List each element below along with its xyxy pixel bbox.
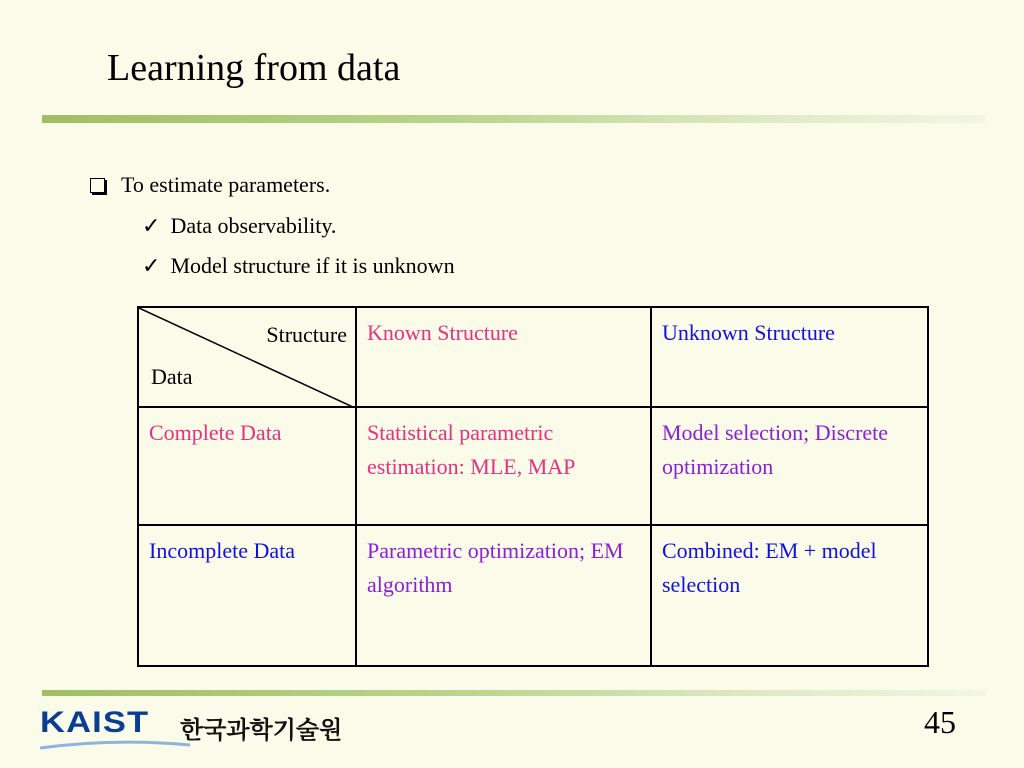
table-header-row: [138, 307, 928, 407]
table-row: [138, 525, 928, 666]
sub-bullet-text: Model structure if it is unknown: [170, 253, 455, 278]
swoosh-icon: [40, 740, 190, 750]
row-label-complete-data: Complete Data: [138, 407, 356, 525]
page-number: 45: [924, 704, 956, 740]
table-cell: Statistical parametric estimation: MLE, MAP: [356, 407, 651, 525]
footer-divider: [42, 690, 986, 696]
table-cell: Model selection; Discrete optimization: [651, 407, 928, 525]
bullet-main-text: To estimate parameters.: [121, 172, 331, 197]
header-unknown-structure: Unknown Structure: [651, 307, 928, 407]
institute-name: 한국과학기술원: [180, 716, 343, 744]
bullet-main: [90, 172, 330, 198]
sub-bullet: [142, 253, 455, 279]
table-row: [138, 407, 928, 525]
corner-data-label: Data: [151, 364, 193, 389]
row-label-incomplete-data: Incomplete Data: [138, 525, 356, 666]
table-cell: Parametric optimization; EM algorithm: [356, 525, 651, 666]
learning-table: [137, 306, 929, 667]
table-cell: Combined: EM + model selection: [651, 525, 928, 666]
corner-cell: [138, 307, 356, 407]
corner-structure-label: Structure: [266, 322, 347, 347]
kaist-logo-text: KAIST: [40, 706, 150, 739]
sub-bullet: [142, 213, 336, 239]
kaist-logo: [40, 706, 343, 744]
square-bullet-icon: [90, 178, 105, 193]
slide-title: Learning from data: [107, 47, 401, 89]
checkmark-icon: ✓: [142, 253, 161, 278]
checkmark-icon: ✓: [142, 213, 161, 238]
title-divider: [42, 115, 986, 123]
sub-bullet-text: Data observability.: [170, 213, 337, 238]
header-known-structure: Known Structure: [356, 307, 651, 407]
